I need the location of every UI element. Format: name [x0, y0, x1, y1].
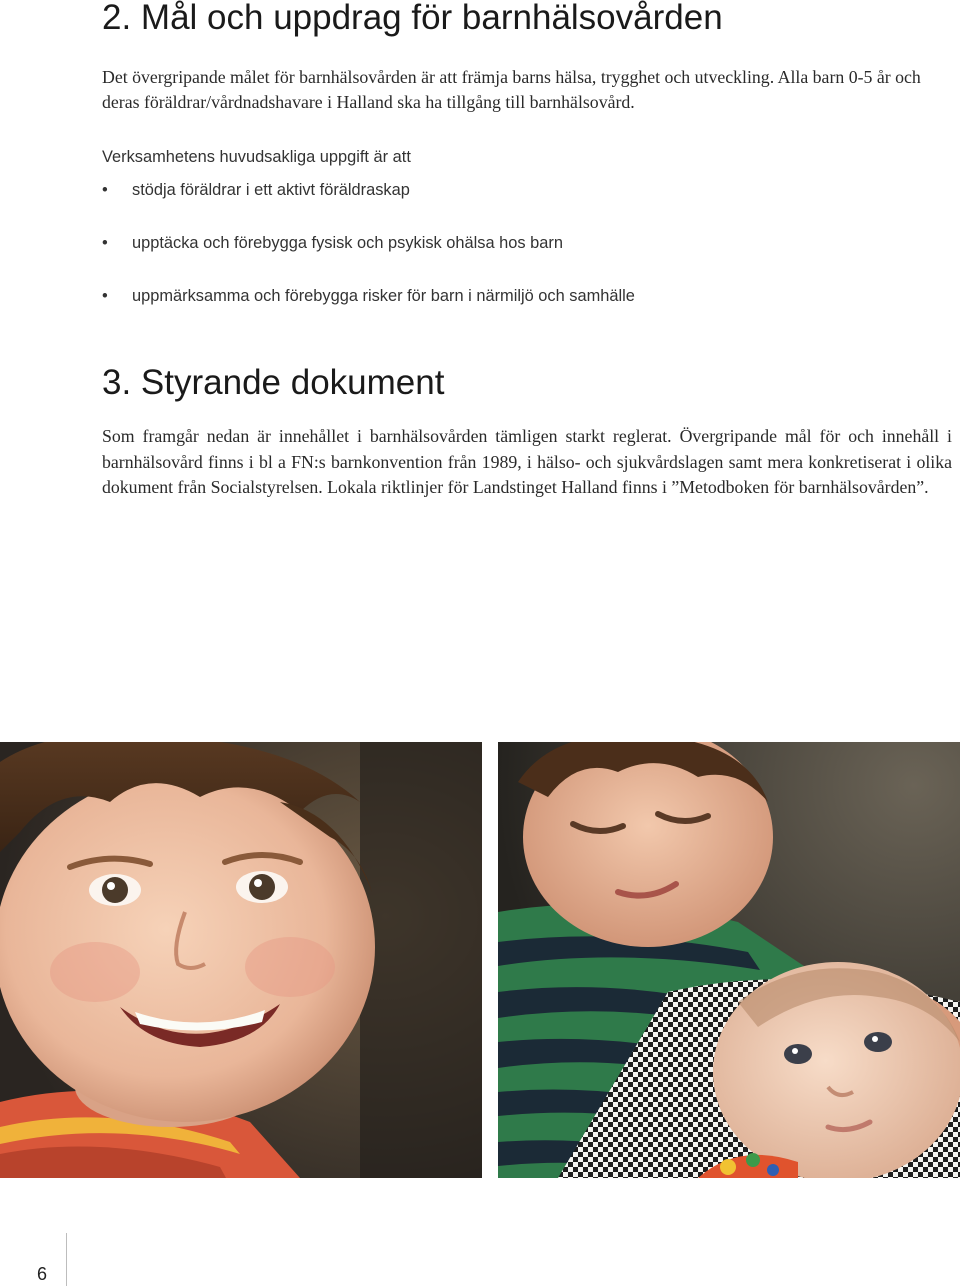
photo-smiling-child [0, 742, 482, 1178]
tasks-lead-text: Verksamhetens huvudsakliga uppgift är att [102, 148, 411, 166]
list-item-text: uppmärksamma och förebygga risker för barn i närmiljö och samhälle [132, 287, 635, 305]
bullet-marker: • [102, 181, 108, 199]
margin-rule [66, 1233, 67, 1286]
photo-smiling-child-illustration [0, 742, 482, 1178]
section-3-heading: 3. Styrande dokument [102, 363, 445, 402]
section-2-paragraph: Det övergripande målet för barnhälsovården är att främja barns hälsa, trygghet och utveckling. Alla barn 0-5 år och deras föräldrar/vårdnadshavare i Halland ska ha tillgång till barnhälsovård. [102, 67, 921, 112]
page-number: 6 [37, 1264, 48, 1284]
photo-boy-with-baby [498, 742, 960, 1178]
list-item [102, 179, 410, 201]
section-3-paragraph: Som framgår nedan är innehållet i barnhälsovården tämligen starkt reglerat. Övergripande mål för och innehåll i barnhälsovård finns i bl a FN:s barnkonvention från 1989, i hälso- och sjukvårdslagen samt mera konkretiserat i olika dokument från Socialstyrelsen. Lokala riktlinjer för Landstinget Halland finns i ”Metodboken för barnhälsovården”. [102, 426, 952, 497]
list-item [102, 232, 563, 254]
bullet-marker: • [102, 287, 108, 305]
photo-boy-with-baby-illustration [498, 742, 960, 1178]
list-item-text: upptäcka och förebygga fysisk och psykisk ohälsa hos barn [132, 234, 563, 252]
bullet-marker: • [102, 234, 108, 252]
section-2-heading: 2. Mål och uppdrag för barnhälsovården [102, 0, 723, 37]
list-item [102, 285, 635, 307]
list-item-text: stödja föräldrar i ett aktivt föräldraskap [132, 181, 410, 199]
